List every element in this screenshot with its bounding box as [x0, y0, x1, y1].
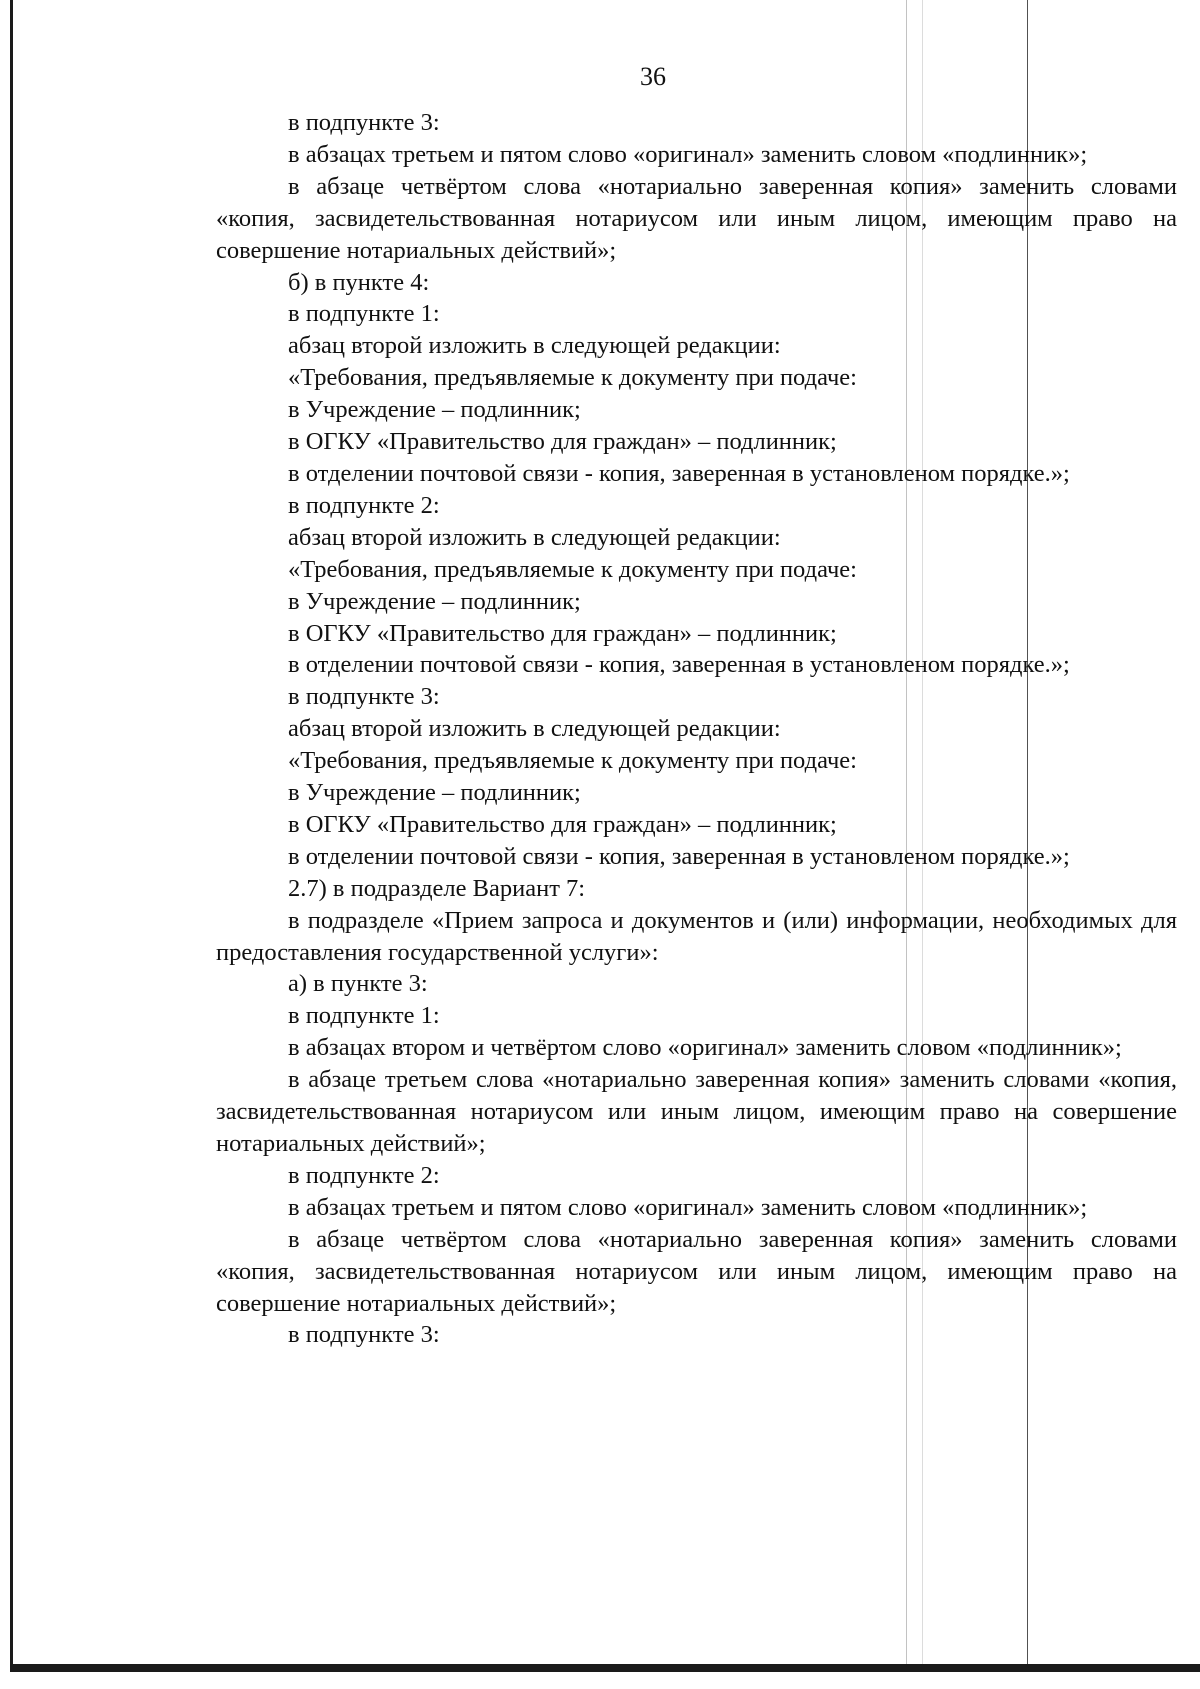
- paragraph: в абзацах третьем и пятом слово «оригинал» заменить словом «подлинник»;: [288, 1193, 1088, 1221]
- paragraph: «Требования, предъявляемые к документу при подаче:: [288, 747, 857, 775]
- scan-border-left: [10, 0, 13, 1672]
- paragraph: в отделении почтовой связи - копия, заверенная в установленом порядке.»;: [288, 842, 1070, 870]
- paragraph: в подпункте 3:: [288, 1321, 440, 1349]
- paragraph: в Учреждение – подлинник;: [288, 396, 581, 424]
- page-number: 36: [640, 62, 666, 91]
- paragraph: в абзацах втором и четвёртом слово «оригинал» заменить словом «подлинник»;: [288, 1034, 1122, 1062]
- paragraph: абзац второй изложить в следующей редакции:: [288, 332, 781, 360]
- paragraph: в подпункте 3:: [288, 683, 440, 711]
- paragraph: в ОГКУ «Правительство для граждан» – подлинник;: [288, 619, 837, 647]
- paragraph: 2.7) в подразделе Вариант 7:: [288, 874, 586, 902]
- paragraph: в подпункте 2:: [288, 491, 440, 519]
- paragraph: в Учреждение – подлинник;: [288, 779, 581, 807]
- paragraph: в подпункте 1:: [288, 1002, 440, 1030]
- paragraph: в подпункте 3:: [288, 109, 440, 136]
- paragraph: в подпункте 1:: [288, 300, 440, 328]
- paragraph: в абзаце третьем слова «нотариально заверенная копия» заменить словами «копия, засвидетельствованная нотариусом или иным лицом, имеющим право на совершение нотариальных действий»;: [216, 1066, 1177, 1157]
- paragraph: в отделении почтовой связи - копия, заверенная в установленом порядке.»;: [288, 459, 1070, 487]
- paragraph: в Учреждение – подлинник;: [288, 587, 581, 615]
- paragraph: абзац второй изложить в следующей редакции:: [288, 715, 781, 743]
- paragraph: б) в пункте 4:: [288, 268, 430, 296]
- paragraph: в абзаце четвёртом слова «нотариально заверенная копия» заменить словами «копия, засвидетельствованная нотариусом или иным лицом, имеющим право на совершение нотариальных действий»;: [216, 1225, 1177, 1317]
- paragraph: в ОГКУ «Правительство для граждан» – подлинник;: [288, 428, 837, 456]
- paragraph: в отделении почтовой связи - копия, заверенная в установленом порядке.»;: [288, 651, 1070, 679]
- paragraph: в подпункте 2:: [288, 1161, 440, 1189]
- paragraph: абзац второй изложить в следующей редакции:: [288, 523, 781, 551]
- scan-border-bottom: [10, 1664, 1200, 1672]
- document-body: [216, 107, 1177, 1351]
- paragraph: а) в пункте 3:: [288, 970, 428, 998]
- paragraph: в абзацах третьем и пятом слово «оригинал» заменить словом «подлинник»;: [288, 140, 1088, 168]
- paragraph: в ОГКУ «Правительство для граждан» – подлинник;: [288, 810, 837, 838]
- paragraph: «Требования, предъявляемые к документу при подаче:: [288, 555, 857, 583]
- paragraph: в абзаце четвёртом слова «нотариально заверенная копия» заменить словами «копия, засвидетельствованная нотариусом или иным лицом, имеющим право на совершение нотариальных действий»;: [216, 172, 1177, 264]
- paragraph: в подразделе «Прием запроса и документов и (или) информации, необходимых для предоставления государственной услуги»:: [216, 906, 1177, 966]
- paragraph: «Требования, предъявляемые к документу при подаче:: [288, 364, 857, 392]
